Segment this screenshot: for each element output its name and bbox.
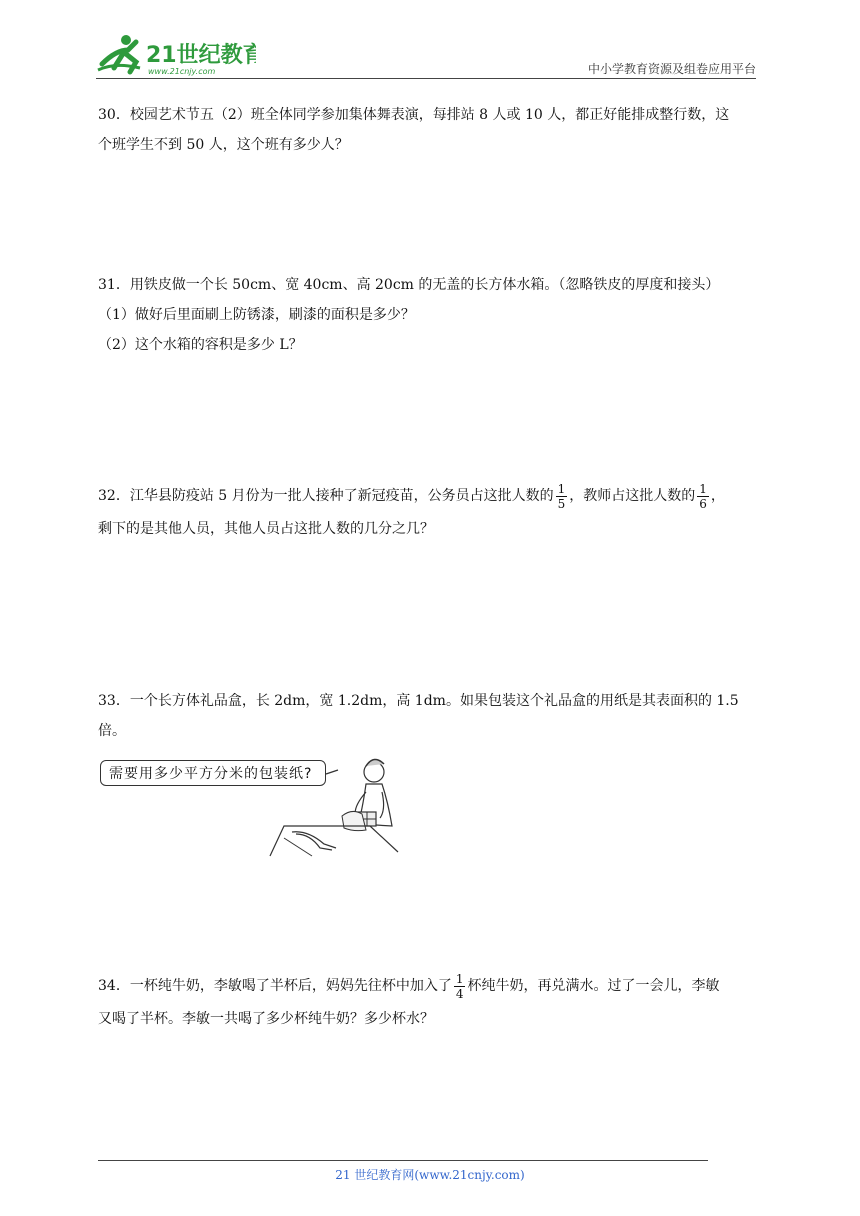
question-30-line1: 30．校园艺术节五（2）班全体同学参加集体舞表演，每排站 8 人或 10 人，都正好能排成整行数，这: [98, 107, 730, 123]
site-logo: [96, 32, 256, 80]
speech-bubble: 需要用多少平方分米的包装纸?: [100, 760, 326, 786]
question-32-line1: [98, 476, 762, 516]
question-34-text-a: 34．一杯纯牛奶，李敏喝了半杯后，妈妈先往杯中加入了: [98, 978, 452, 994]
question-33-line1: 33．一个长方体礼品盒，长 2dm，宽 1.2dm，高 1dm。如果包装这个礼品盒的用纸是其表面积的 1.5: [98, 693, 739, 709]
gift-wrapping-illustration: [262, 752, 412, 862]
question-31-part1: （1）做好后里面刷上防锈漆，刷漆的面积是多少？: [98, 307, 415, 323]
question-34-text-b: 杯纯牛奶，再兑满水。过了一会儿，李敏: [467, 978, 720, 994]
fraction-one-quarter: [454, 972, 466, 1001]
question-31: [98, 270, 762, 360]
question-34: [98, 966, 762, 1032]
question-33-line2: 倍。: [98, 723, 126, 739]
question-32-text-a: 32．江华县防疫站 5 月份为一批人接种了新冠疫苗，公务员占这批人数的: [98, 488, 554, 504]
fraction-numerator: 1: [557, 481, 566, 496]
fraction-denominator: 6: [699, 496, 707, 511]
fraction-one-sixth: [697, 482, 709, 511]
question-32: [98, 476, 762, 542]
fraction-numerator: 1: [699, 481, 707, 496]
question-32-text-b: ，教师占这批人数的: [569, 488, 696, 504]
question-32-text-c: ，: [710, 488, 725, 504]
footer-divider: [98, 1160, 708, 1161]
fraction-denominator: 4: [455, 986, 464, 1001]
question-34-line2: 又喝了半杯。李敏一共喝了多少杯纯牛奶？多少杯水？: [98, 1011, 434, 1027]
woman-wrapping-gift-icon: [262, 752, 412, 862]
fraction-one-fifth: [556, 482, 568, 511]
question-34-line1: [98, 966, 762, 1006]
fraction-numerator: 1: [455, 971, 464, 986]
question-31-line1: 31．用铁皮做一个长 50cm、宽 40cm、高 20cm 的无盖的长方体水箱。（忽略铁皮的厚度和接头）: [98, 277, 720, 293]
logo-text: 21世纪教育: [146, 43, 256, 68]
question-31-part2: （2）这个水箱的容积是多少 L？: [98, 337, 303, 353]
runner-logo-icon: [96, 32, 256, 80]
question-32-line2: 剩下的是其他人员，其他人员占这批人数的几分之几？: [98, 521, 434, 537]
question-30-line2: 个班学生不到 50 人，这个班有多少人？: [98, 137, 349, 153]
footer-link[interactable]: 21 世纪教育网(www.21cnjy.com): [335, 1168, 525, 1182]
logo-subtext: www.21cnjy.com: [148, 67, 216, 76]
header-platform-text: 中小学教育资源及组卷应用平台: [587, 62, 756, 76]
question-30: [98, 100, 762, 160]
header-divider: [96, 78, 756, 79]
question-33: [98, 686, 762, 746]
fraction-denominator: 5: [557, 496, 566, 511]
